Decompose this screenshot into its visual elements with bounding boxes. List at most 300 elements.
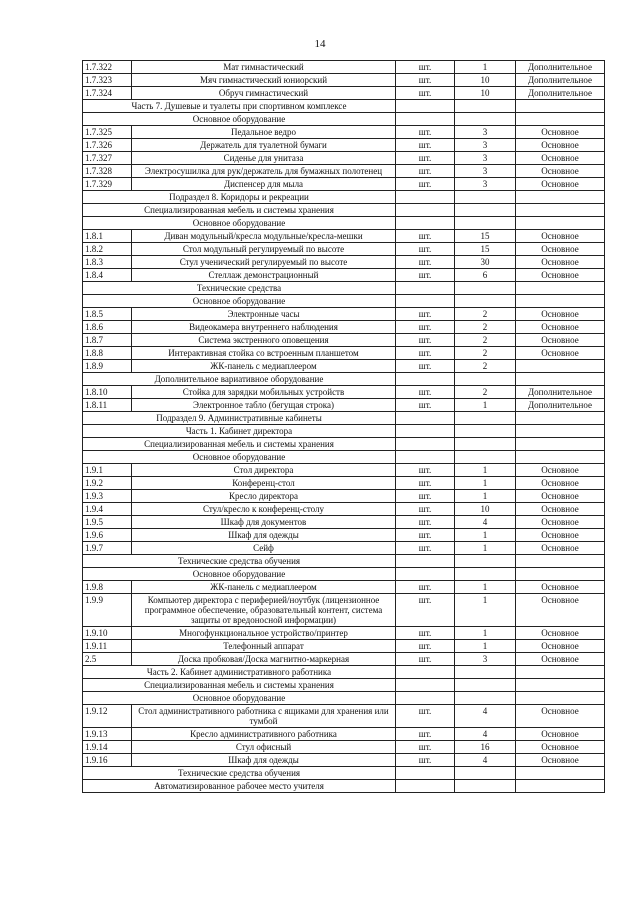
- empty-cell: [396, 113, 455, 126]
- item-quantity: 2: [455, 308, 516, 321]
- item-name: Обруч гимнастический: [132, 87, 396, 100]
- empty-cell: [455, 295, 516, 308]
- empty-cell: [516, 425, 605, 438]
- empty-cell: [516, 451, 605, 464]
- empty-cell: [455, 100, 516, 113]
- item-name: Стол административного работника с ящиками для хранения или тумбой: [132, 705, 396, 728]
- item-quantity: 4: [455, 705, 516, 728]
- item-name: Видеокамера внутреннего наблюдения: [132, 321, 396, 334]
- item-type: Основное: [516, 754, 605, 767]
- item-quantity: 10: [455, 503, 516, 516]
- item-unit: шт.: [396, 399, 455, 412]
- table-row: [83, 360, 605, 373]
- item-quantity: 10: [455, 74, 516, 87]
- empty-cell: [516, 204, 605, 217]
- item-name: ЖК-панель с медиаплеером: [132, 581, 396, 594]
- section-title: Подраздел 9. Административные кабинеты: [83, 412, 396, 425]
- section-title: Технические средства обучения: [83, 767, 396, 780]
- item-name: Электросушилка для рук/держатель для бумажных полотенец: [132, 165, 396, 178]
- table-row: [83, 165, 605, 178]
- section-row: [83, 282, 605, 295]
- item-name: Кресло административного работника: [132, 728, 396, 741]
- section-row: [83, 692, 605, 705]
- item-name: Многофункциональное устройство/принтер: [132, 627, 396, 640]
- item-quantity: 1: [455, 581, 516, 594]
- item-name: Шкаф для документов: [132, 516, 396, 529]
- item-code: 2.5: [83, 653, 132, 666]
- item-unit: шт.: [396, 653, 455, 666]
- empty-cell: [516, 780, 605, 793]
- item-type: Дополнительное: [516, 74, 605, 87]
- table-row: [83, 178, 605, 191]
- table-row: [83, 542, 605, 555]
- item-quantity: 3: [455, 139, 516, 152]
- item-quantity: 1: [455, 477, 516, 490]
- item-type: Основное: [516, 503, 605, 516]
- empty-cell: [396, 555, 455, 568]
- item-name: Диван модульный/кресла модульные/кресла-мешки: [132, 230, 396, 243]
- item-type: Основное: [516, 347, 605, 360]
- section-row: [83, 767, 605, 780]
- table-row: [83, 87, 605, 100]
- item-type: Основное: [516, 334, 605, 347]
- item-type: Основное: [516, 516, 605, 529]
- item-code: 1.9.4: [83, 503, 132, 516]
- item-name: Конференц-стол: [132, 477, 396, 490]
- item-code: 1.9.2: [83, 477, 132, 490]
- item-quantity: 30: [455, 256, 516, 269]
- item-quantity: 1: [455, 61, 516, 74]
- section-row: [83, 100, 605, 113]
- table-row: [83, 243, 605, 256]
- item-type: Основное: [516, 243, 605, 256]
- section-title: Основное оборудование: [83, 295, 396, 308]
- empty-cell: [455, 692, 516, 705]
- item-quantity: 3: [455, 126, 516, 139]
- table-row: [83, 230, 605, 243]
- empty-cell: [396, 438, 455, 451]
- section-title: Специализированная мебель и системы хранения: [83, 438, 396, 451]
- item-quantity: 1: [455, 594, 516, 627]
- empty-cell: [455, 568, 516, 581]
- empty-cell: [455, 679, 516, 692]
- item-code: 1.8.1: [83, 230, 132, 243]
- table-row: [83, 627, 605, 640]
- empty-cell: [396, 767, 455, 780]
- empty-cell: [455, 555, 516, 568]
- item-code: 1.9.1: [83, 464, 132, 477]
- item-type: Основное: [516, 139, 605, 152]
- empty-cell: [396, 100, 455, 113]
- section-row: [83, 780, 605, 793]
- table-row: [83, 741, 605, 754]
- table-row: [83, 503, 605, 516]
- item-name: Стол модульный регулируемый по высоте: [132, 243, 396, 256]
- item-name: Электронные часы: [132, 308, 396, 321]
- item-code: 1.9.5: [83, 516, 132, 529]
- empty-cell: [516, 767, 605, 780]
- item-type: Основное: [516, 581, 605, 594]
- item-name: Шкаф для одежды: [132, 529, 396, 542]
- table-row: [83, 728, 605, 741]
- empty-cell: [455, 204, 516, 217]
- item-unit: шт.: [396, 503, 455, 516]
- item-unit: шт.: [396, 308, 455, 321]
- item-quantity: 1: [455, 490, 516, 503]
- item-unit: шт.: [396, 178, 455, 191]
- section-title: Технические средства: [83, 282, 396, 295]
- item-code: 1.7.328: [83, 165, 132, 178]
- item-code: 1.7.322: [83, 61, 132, 74]
- table-row: [83, 477, 605, 490]
- item-type: Дополнительное: [516, 61, 605, 74]
- item-code: 1.8.11: [83, 399, 132, 412]
- equipment-table: [82, 60, 605, 793]
- table-row: [83, 529, 605, 542]
- section-row: [83, 295, 605, 308]
- item-name: Интерактивная стойка со встроенным планшетом: [132, 347, 396, 360]
- section-title: Специализированная мебель и системы хранения: [83, 204, 396, 217]
- empty-cell: [455, 217, 516, 230]
- item-unit: шт.: [396, 334, 455, 347]
- item-quantity: 2: [455, 386, 516, 399]
- table-row: [83, 256, 605, 269]
- empty-cell: [516, 295, 605, 308]
- item-code: 1.7.329: [83, 178, 132, 191]
- table-row: [83, 490, 605, 503]
- empty-cell: [396, 412, 455, 425]
- item-type: Основное: [516, 321, 605, 334]
- table-row: [83, 705, 605, 728]
- item-quantity: 2: [455, 360, 516, 373]
- item-unit: шт.: [396, 256, 455, 269]
- table-row: [83, 516, 605, 529]
- item-type: Основное: [516, 230, 605, 243]
- empty-cell: [455, 412, 516, 425]
- item-unit: шт.: [396, 87, 455, 100]
- empty-cell: [455, 373, 516, 386]
- table-row: [83, 594, 605, 627]
- item-unit: шт.: [396, 360, 455, 373]
- item-code: 1.8.2: [83, 243, 132, 256]
- empty-cell: [396, 666, 455, 679]
- table-row: [83, 321, 605, 334]
- item-name: Электронное табло (бегущая строка): [132, 399, 396, 412]
- empty-cell: [455, 767, 516, 780]
- empty-cell: [455, 451, 516, 464]
- item-code: 1.9.8: [83, 581, 132, 594]
- item-quantity: 4: [455, 516, 516, 529]
- empty-cell: [396, 568, 455, 581]
- item-unit: шт.: [396, 269, 455, 282]
- empty-cell: [396, 451, 455, 464]
- item-quantity: 2: [455, 347, 516, 360]
- item-unit: шт.: [396, 464, 455, 477]
- item-unit: шт.: [396, 594, 455, 627]
- item-unit: шт.: [396, 152, 455, 165]
- item-quantity: 2: [455, 334, 516, 347]
- empty-cell: [516, 282, 605, 295]
- section-row: [83, 425, 605, 438]
- item-name: Стул ученический регулируемый по высоте: [132, 256, 396, 269]
- item-type: Основное: [516, 705, 605, 728]
- item-quantity: 4: [455, 728, 516, 741]
- item-name: ЖК-панель с медиаплеером: [132, 360, 396, 373]
- item-code: 1.7.323: [83, 74, 132, 87]
- item-quantity: 1: [455, 627, 516, 640]
- empty-cell: [396, 679, 455, 692]
- section-title: Основное оборудование: [83, 217, 396, 230]
- table-row: [83, 269, 605, 282]
- item-quantity: 3: [455, 165, 516, 178]
- item-code: 1.7.327: [83, 152, 132, 165]
- item-unit: шт.: [396, 516, 455, 529]
- item-code: 1.9.14: [83, 741, 132, 754]
- section-row: [83, 191, 605, 204]
- item-unit: шт.: [396, 126, 455, 139]
- item-code: 1.9.3: [83, 490, 132, 503]
- empty-cell: [396, 425, 455, 438]
- section-title: Технические средства обучения: [83, 555, 396, 568]
- table-row: [83, 152, 605, 165]
- item-code: 1.7.326: [83, 139, 132, 152]
- section-row: [83, 568, 605, 581]
- item-code: 1.8.7: [83, 334, 132, 347]
- item-type: Основное: [516, 308, 605, 321]
- table-row: [83, 754, 605, 767]
- item-name: Диспенсер для мыла: [132, 178, 396, 191]
- item-code: 1.9.11: [83, 640, 132, 653]
- item-unit: шт.: [396, 139, 455, 152]
- item-type: Основное: [516, 542, 605, 555]
- item-code: 1.9.9: [83, 594, 132, 627]
- item-name: Сейф: [132, 542, 396, 555]
- section-title: Часть 7. Душевые и туалеты при спортивном комплексе: [83, 100, 396, 113]
- section-row: [83, 555, 605, 568]
- item-unit: шт.: [396, 347, 455, 360]
- item-name: Педальное ведро: [132, 126, 396, 139]
- item-type: Основное: [516, 165, 605, 178]
- item-unit: шт.: [396, 754, 455, 767]
- section-title: Специализированная мебель и системы хранения: [83, 679, 396, 692]
- item-quantity: 3: [455, 178, 516, 191]
- item-name: Стул офисный: [132, 741, 396, 754]
- empty-cell: [516, 438, 605, 451]
- item-type: Основное: [516, 529, 605, 542]
- section-row: [83, 451, 605, 464]
- table-row: [83, 399, 605, 412]
- item-code: 1.7.324: [83, 87, 132, 100]
- empty-cell: [396, 282, 455, 295]
- item-unit: шт.: [396, 728, 455, 741]
- item-name: Стол директора: [132, 464, 396, 477]
- item-quantity: 1: [455, 640, 516, 653]
- section-title: Дополнительное вариативное оборудование: [83, 373, 396, 386]
- item-unit: шт.: [396, 321, 455, 334]
- item-code: 1.8.6: [83, 321, 132, 334]
- item-quantity: 3: [455, 653, 516, 666]
- item-type: [516, 360, 605, 373]
- table-row: [83, 308, 605, 321]
- item-unit: шт.: [396, 741, 455, 754]
- empty-cell: [396, 204, 455, 217]
- empty-cell: [516, 666, 605, 679]
- item-type: Дополнительное: [516, 399, 605, 412]
- item-quantity: 2: [455, 321, 516, 334]
- item-quantity: 1: [455, 529, 516, 542]
- item-quantity: 6: [455, 269, 516, 282]
- section-row: [83, 204, 605, 217]
- item-code: 1.9.10: [83, 627, 132, 640]
- item-unit: шт.: [396, 477, 455, 490]
- item-code: 1.9.12: [83, 705, 132, 728]
- item-type: Дополнительное: [516, 386, 605, 399]
- item-type: Дополнительное: [516, 87, 605, 100]
- section-title: Часть 2. Кабинет административного работника: [83, 666, 396, 679]
- empty-cell: [455, 666, 516, 679]
- item-name: Сиденье для унитаза: [132, 152, 396, 165]
- item-type: Основное: [516, 594, 605, 627]
- item-unit: шт.: [396, 640, 455, 653]
- item-quantity: 15: [455, 243, 516, 256]
- section-row: [83, 113, 605, 126]
- empty-cell: [516, 568, 605, 581]
- empty-cell: [516, 679, 605, 692]
- section-row: [83, 412, 605, 425]
- item-type: Основное: [516, 741, 605, 754]
- item-name: Кресло директора: [132, 490, 396, 503]
- empty-cell: [455, 780, 516, 793]
- item-quantity: 10: [455, 87, 516, 100]
- item-code: 1.8.4: [83, 269, 132, 282]
- item-unit: шт.: [396, 165, 455, 178]
- empty-cell: [455, 282, 516, 295]
- item-type: Основное: [516, 126, 605, 139]
- item-name: Стеллаж демонстрационный: [132, 269, 396, 282]
- item-name: Держатель для туалетной бумаги: [132, 139, 396, 152]
- empty-cell: [516, 692, 605, 705]
- page-number: 14: [314, 38, 326, 50]
- empty-cell: [516, 100, 605, 113]
- empty-cell: [396, 780, 455, 793]
- item-code: 1.9.6: [83, 529, 132, 542]
- empty-cell: [455, 438, 516, 451]
- empty-cell: [516, 113, 605, 126]
- section-title: Основное оборудование: [83, 568, 396, 581]
- item-code: 1.8.5: [83, 308, 132, 321]
- section-title: Автоматизированное рабочее место учителя: [83, 780, 396, 793]
- empty-cell: [455, 425, 516, 438]
- item-code: 1.9.13: [83, 728, 132, 741]
- item-unit: шт.: [396, 243, 455, 256]
- table-row: [83, 386, 605, 399]
- table-row: [83, 464, 605, 477]
- item-quantity: 1: [455, 399, 516, 412]
- table-row: [83, 61, 605, 74]
- item-name: Телефонный аппарат: [132, 640, 396, 653]
- table-row: [83, 347, 605, 360]
- item-type: Основное: [516, 490, 605, 503]
- empty-cell: [516, 555, 605, 568]
- empty-cell: [455, 191, 516, 204]
- empty-cell: [396, 295, 455, 308]
- item-unit: шт.: [396, 230, 455, 243]
- item-type: Основное: [516, 269, 605, 282]
- section-row: [83, 666, 605, 679]
- empty-cell: [516, 373, 605, 386]
- table-row: [83, 126, 605, 139]
- item-code: 1.9.16: [83, 754, 132, 767]
- item-code: 1.8.9: [83, 360, 132, 373]
- item-unit: шт.: [396, 581, 455, 594]
- item-name: Доска пробковая/Доска магнитно-маркерная: [132, 653, 396, 666]
- section-title: Основное оборудование: [83, 113, 396, 126]
- item-type: Основное: [516, 640, 605, 653]
- section-row: [83, 438, 605, 451]
- item-unit: шт.: [396, 74, 455, 87]
- item-unit: шт.: [396, 61, 455, 74]
- item-type: Основное: [516, 464, 605, 477]
- item-quantity: 1: [455, 542, 516, 555]
- item-quantity: 3: [455, 152, 516, 165]
- table-row: [83, 139, 605, 152]
- empty-cell: [396, 191, 455, 204]
- empty-cell: [396, 217, 455, 230]
- section-title: Основное оборудование: [83, 451, 396, 464]
- empty-cell: [516, 217, 605, 230]
- item-type: Основное: [516, 627, 605, 640]
- item-name: Шкаф для одежды: [132, 754, 396, 767]
- item-unit: шт.: [396, 490, 455, 503]
- section-row: [83, 679, 605, 692]
- item-unit: шт.: [396, 529, 455, 542]
- section-title: Подраздел 8. Коридоры и рекреации: [83, 191, 396, 204]
- item-quantity: 1: [455, 464, 516, 477]
- empty-cell: [516, 412, 605, 425]
- item-name: Система экстренного оповещения: [132, 334, 396, 347]
- equipment-table-body: [83, 61, 605, 793]
- item-code: 1.8.10: [83, 386, 132, 399]
- empty-cell: [396, 692, 455, 705]
- item-quantity: 4: [455, 754, 516, 767]
- item-code: 1.9.7: [83, 542, 132, 555]
- item-quantity: 16: [455, 741, 516, 754]
- section-title: Часть 1. Кабинет директора: [83, 425, 396, 438]
- table-row: [83, 334, 605, 347]
- section-row: [83, 217, 605, 230]
- item-name: Мяч гимнастический юниорский: [132, 74, 396, 87]
- empty-cell: [455, 113, 516, 126]
- item-name: Компьютер директора с периферией/ноутбук (лицензионное программное обеспечение, образовательный контент, система защиты от вредоносной информации): [132, 594, 396, 627]
- item-type: Основное: [516, 152, 605, 165]
- item-type: Основное: [516, 477, 605, 490]
- item-code: 1.8.3: [83, 256, 132, 269]
- section-title: Основное оборудование: [83, 692, 396, 705]
- item-name: Стойка для зарядки мобильных устройств: [132, 386, 396, 399]
- item-code: 1.8.8: [83, 347, 132, 360]
- item-name: Стул/кресло к конференц-столу: [132, 503, 396, 516]
- item-type: Основное: [516, 256, 605, 269]
- item-unit: шт.: [396, 386, 455, 399]
- item-quantity: 15: [455, 230, 516, 243]
- item-type: Основное: [516, 653, 605, 666]
- table-row: [83, 74, 605, 87]
- item-type: Основное: [516, 728, 605, 741]
- section-row: [83, 373, 605, 386]
- table-row: [83, 640, 605, 653]
- item-unit: шт.: [396, 705, 455, 728]
- item-unit: шт.: [396, 542, 455, 555]
